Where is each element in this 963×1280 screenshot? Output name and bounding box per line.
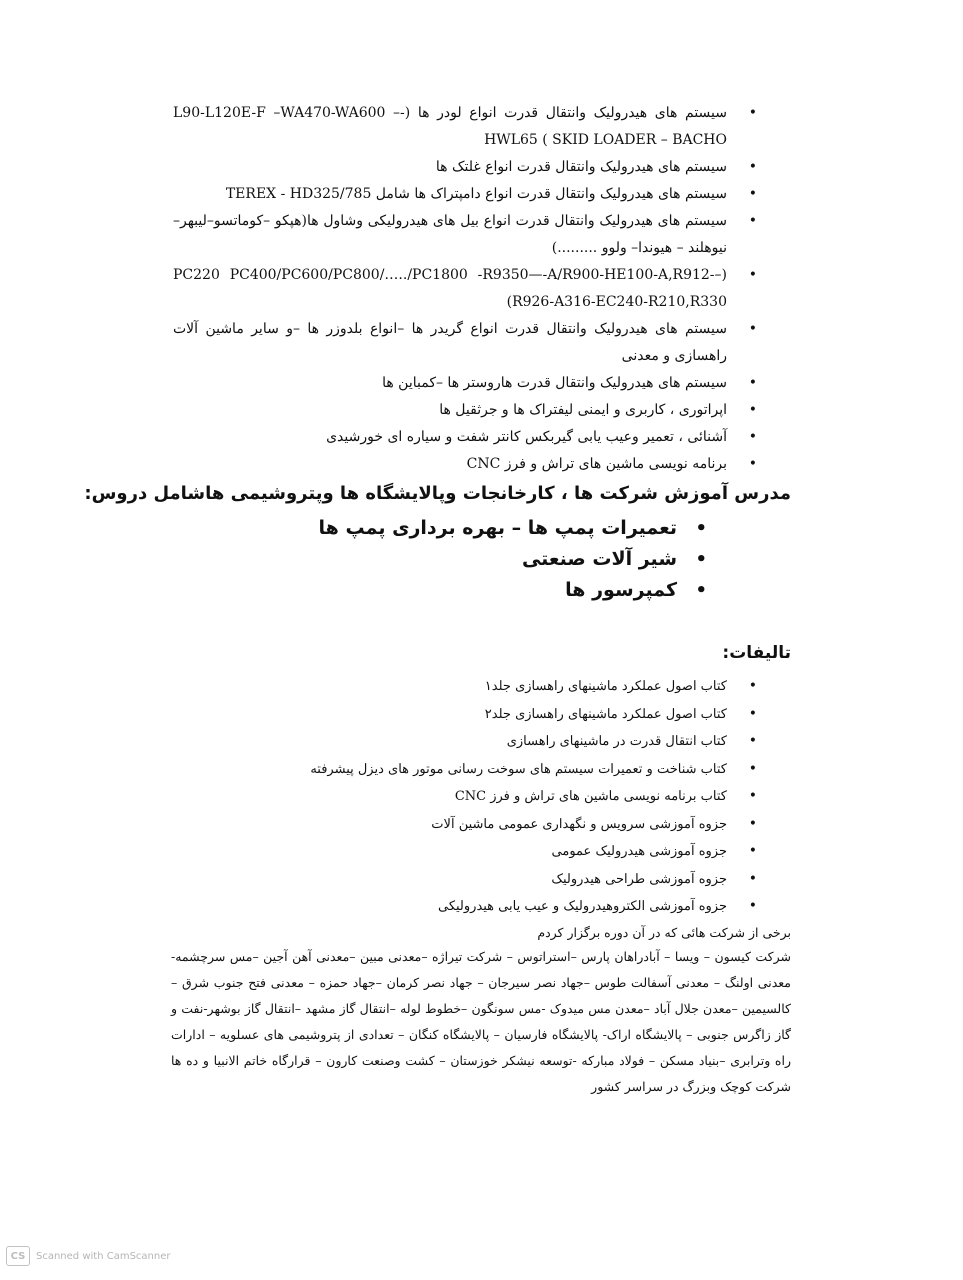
list-item [203,838,763,866]
camscanner-watermark [6,1246,171,1266]
list-item [173,154,763,181]
list-item [273,513,713,544]
bullet-icon: • [748,678,757,694]
list-item [203,728,763,756]
list-item-text: جزوه آموزشی طراحی هیدرولیک [551,871,727,887]
list-item [173,208,763,262]
list-item-text: سیستم های هیدرولیک وانتقال قدرت انواع گریدر ها –انواع بلدوزر ها –و سایر ماشین آلات راهسازی و معدنی [173,321,727,364]
list-item [173,451,763,478]
list-item-text: سیستم های هیدرولیک وانتقال قدرت انواع بیل های هیدرولیکی وشاول ها(هپکو –کوماتسو–لیبهر–نیوهلند – هیوندا– ولوو .........) [173,213,727,256]
watermark-text: Scanned with CamScanner [36,1250,171,1262]
bullet-icon: • [748,429,757,445]
list-item [273,544,713,575]
list-item [173,397,763,424]
list-item-text: سیستم های هیدرولیک وانتقال قدرت هاروستر ها –کمباین ها [382,375,727,391]
bullet-icon: • [748,870,757,887]
teaching-heading: مدرس آموزش شرکت ها ، کارخانجات وپالایشگاه ها وپتروشیمی هاشامل دروس: [84,483,791,504]
bullet-icon: • [748,375,757,391]
list-item-text: جزوه آموزشی سرویس و نگهداری عمومی ماشین آلات [431,816,727,832]
list-item-text: برنامه نویسی ماشین های تراش و فرز CNC [466,456,727,472]
list-item-text: کتاب برنامه نویسی ماشین های تراش و فرز CNC [454,789,727,804]
list-item [173,262,763,316]
hydraulic-systems-section [173,100,763,478]
list-item-text: سیستم های هیدرولیک وانتقال قدرت انواع غلتک ها [435,159,727,175]
works-heading: تالیفات: [722,643,791,663]
list-item [203,701,763,729]
bullet-icon: • [748,213,757,229]
bullet-icon: • [748,788,757,804]
hydraulic-systems-list [173,100,763,478]
bullet-icon: • [748,186,757,202]
bullet-icon: • [748,843,757,859]
bullet-icon: • [748,898,757,914]
list-item-text: اپراتوری ، کاربری و ایمنی لیفتراک ها و جرثقیل ها [439,402,727,418]
bullet-icon: • [748,705,757,722]
bullet-icon: • [748,815,757,832]
bullet-icon: • [748,267,757,283]
list-item [173,100,763,154]
list-item [273,575,713,606]
teaching-courses-section [273,513,713,606]
bullet-icon: • [748,456,757,472]
bullet-icon: • [695,549,707,570]
list-item [203,673,763,701]
list-item-text: کتاب انتقال قدرت در ماشینهای راهسازی [506,734,727,749]
companies-intro: برخی از شرکت هائی که در آن دوره برگزار کردم [537,925,791,940]
list-item-text: سیستم های هیدرولیک وانتقال قدرت انواع لودر ها (-L90-L120E-F –WA470-WA600 – HWL65 ( SKID LOADER – BACHO [173,105,727,148]
list-item-text: شیر آلات صنعتی [521,548,677,570]
list-item-text: تعمیرات پمپ ها – بهره برداری پمپ ها [318,517,677,539]
companies-paragraph: شرکت کیسون – ویسا – آبادراهان پارس –استراتوس – شرکت تیراژه –معدنی مبین –معدنی آهن آجین –مس سرچشمه- معدنی اولنگ – معدنی آسفالت طوس –جهاد نصر سیرجان – جهاد نصر کرمان –جهاد حمزه – معدنی فتح جنوب شرق – کالسیمین –معدن جلال آباد –معدن مس میدوک -مس سونگون –خطوط لوله –انتقال گاز مشهد –انتقال گاز بوشهر-نفت و گاز زاگرس جنوبی – پالایشگاه اراک- پالایشگاه فارسیان – پالایشگاه کنگان – تعدادی از پتروشیمی های عسلویه – ادارات راه وترابری –بنیاد مسکن – فولاد مبارکه -توسعه نیشکر خوزستان – کشت وصنعت کارون – قرارگاه خاتم الانبیا و ده ها شرکت کوچک وبزرگ در سراسر کشور [171,949,791,1094]
list-item [173,316,763,370]
camscanner-logo-icon: CS [6,1246,30,1266]
list-item-text: کتاب اصول عملکرد ماشینهای راهسازی جلد۲ [484,706,727,722]
works-section [203,673,763,921]
list-item-text: کتاب شناخت و تعمیرات سیستم های سوخت رسانی موتور های دیزل پیشرفته [310,761,727,777]
list-item-text: کمپرسور ها [565,579,677,601]
bullet-icon: • [695,518,707,539]
bullet-icon: • [748,402,757,418]
list-item-text: کتاب اصول عملکرد ماشینهای راهسازی جلد۱ [484,679,727,694]
list-item-text: آشنائی ، تعمیر وعیب یابی گیربکس کانتر شفت و سیاره ای خورشیدی [326,429,727,445]
list-item [203,811,763,839]
list-item [203,893,763,921]
list-item [203,866,763,894]
list-item [173,181,763,208]
list-item-text: جزوه آموزشی الکتروهیدرولیک و عیب یابی هیدرولیکی [437,899,727,914]
bullet-icon: • [748,760,757,777]
list-item [173,370,763,397]
bullet-icon: • [695,580,707,601]
bullet-icon: • [748,733,757,749]
works-list [203,673,763,921]
bullet-icon: • [748,105,757,121]
list-item-text: سیستم های هیدرولیک وانتقال قدرت انواع دامپتراک ها شامل TEREX - HD325/785 [225,186,727,202]
list-item-text: جزوه آموزشی هیدرولیک عمومی [551,844,727,859]
list-item [173,424,763,451]
bullet-icon: • [748,321,757,337]
bullet-icon: • [748,159,757,175]
list-item [203,756,763,784]
list-item [203,783,763,811]
list-item-text: (–PC220 PC400/PC600/PC800/…../PC1800 -R9350—-A/R900-HE100-A,R912- (R926-A316-EC240-R210,R330 [173,267,727,310]
teaching-courses-list [273,513,713,606]
